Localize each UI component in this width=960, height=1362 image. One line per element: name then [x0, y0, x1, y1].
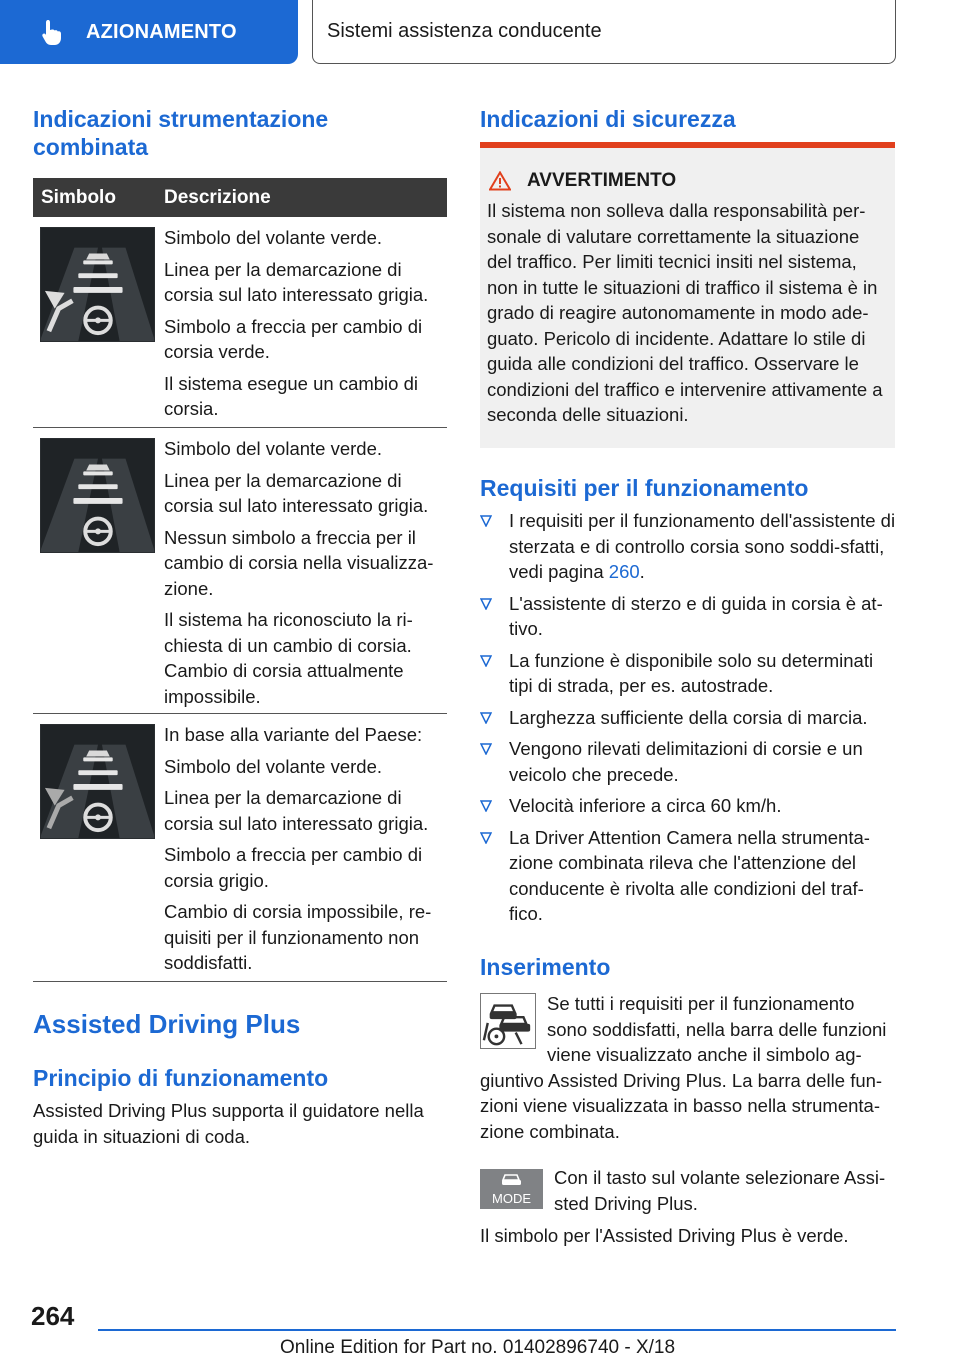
list-item: [480, 648, 896, 699]
description-line: Linea per la demarcazione di corsia sul lato interessato grigia.: [164, 787, 429, 834]
warning-box: [480, 142, 895, 448]
description-line: Simbolo del volante verde.: [164, 438, 383, 459]
table-row: [33, 428, 447, 714]
description-cell: [157, 217, 447, 427]
principle-heading: Principio di funzionamento: [33, 1065, 329, 1091]
table-row: [33, 714, 447, 982]
mode-button-icon: [480, 1169, 543, 1209]
col-description-header: Descrizione: [164, 186, 271, 208]
warning-text: Il sistema non solleva dalla responsabilità per-sonale di valutare correttamente la situazione del traffico. Per limiti tecnici insiti nel sistema, non in tutte le situazioni di traffico il sistema è in grado di reagire autonomamente in modo ade-guato. Pericolo di incidente. Adattare lo stile di guida alle condizioni del traffico. Osservare le condizioni del traffico e intervenire attivamente a seconda delle situazioni.: [487, 200, 883, 425]
assisted-driving-plus-icon: [480, 993, 536, 1049]
lane-change-arrow-grey-icon: [40, 724, 155, 839]
table-row: [33, 217, 447, 428]
lane-change-arrow-green-icon: [40, 227, 155, 342]
list-item-text: L'assistente di sterzo e di guida in corsia è at-tivo.: [509, 592, 883, 639]
col-symbol-header: Simbolo: [41, 186, 116, 208]
list-item: [480, 591, 896, 642]
list-item: [480, 705, 896, 731]
list-item-text: I requisiti per il funzionamento dell'assistente di sterzata e di controllo corsia sono soddi-sfatti, vedi pagina: [509, 510, 896, 582]
list-item: [480, 736, 896, 787]
description-line: In base alla variante del Paese:: [164, 724, 423, 745]
triangle-bullet-icon: [480, 743, 492, 755]
assisted-driving-heading: Assisted Driving Plus: [33, 1009, 301, 1039]
description-line: Simbolo a freccia per cambio di corsia verde.: [164, 315, 423, 362]
hand-pointer-icon: [40, 18, 64, 46]
activation-heading: Inserimento: [480, 954, 611, 980]
list-item: [480, 793, 896, 819]
list-item-text: Vengono rilevati delimitazioni di corsie e un veicolo che precede.: [509, 738, 863, 785]
description-line: Il sistema ha riconosciuto la ri-chiesta di un cambio di corsia. Cambio di corsia attualmente impossibile.: [164, 609, 413, 707]
description-cell: [157, 714, 447, 981]
triangle-bullet-icon: [480, 598, 492, 610]
mode-paragraph: [480, 1165, 896, 1216]
activation-paragraph: [480, 991, 896, 1144]
edition-text: Online Edition for Part no. 01402896740 - X/18: [280, 1337, 676, 1358]
table-header: [33, 178, 447, 217]
description-line: Il sistema esegue un cambio di corsia.: [164, 372, 418, 419]
triangle-bullet-icon: [480, 800, 492, 812]
symbol-cell: [33, 217, 157, 427]
warning-title-text: AVVERTIMENTO: [527, 170, 677, 191]
list-item: [480, 825, 896, 927]
activation-text: Se tutti i requisiti per il funzionamento sono soddisfatti, nella barra delle funzioni viene visualizzato anche il simbolo ag-giuntivo Assisted Driving Plus. La barra delle fun-zioni viene visualizzata in basso nella strumenta-zione combinata.: [480, 993, 887, 1142]
principle-text: Assisted Driving Plus supporta il guidatore nella guida in situazioni di coda.: [33, 1100, 424, 1147]
description-line: Nessun simbolo a freccia per il cambio di corsia nella visualizza-zione.: [164, 526, 434, 599]
description-line: Linea per la demarcazione di corsia sul lato interessato grigia.: [164, 469, 429, 516]
requirements-list: [480, 508, 896, 933]
description-line: Cambio di corsia impossibile, re-quisiti per il funzionamento non soddisfatti.: [164, 901, 432, 973]
symbol-cell: [33, 714, 157, 981]
section-tab[interactable]: [0, 0, 298, 64]
footer-divider: [98, 1329, 896, 1331]
mode-text: Con il tasto sul volante selezionare Assi-sted Driving Plus.: [554, 1167, 886, 1214]
requirements-heading: Requisiti per il funzionamento: [480, 475, 809, 501]
description-line: Simbolo del volante verde.: [164, 755, 383, 777]
safety-heading: Indicazioni di sicurezza: [480, 106, 736, 132]
description-line: Simbolo a freccia per cambio di corsia grigio.: [164, 844, 423, 891]
chapter-title: Sistemi assistenza conducente: [312, 0, 896, 64]
list-item: I requisiti per il funzionamento dell'assistente di sterzata e di controllo corsia sono soddi-sfatti, vedi pagina 260.: [480, 508, 896, 585]
triangle-bullet-icon: [480, 832, 492, 844]
list-item-text: Larghezza sufficiente della corsia di marcia.: [509, 706, 868, 728]
lane-change-no-arrow-icon: [40, 438, 155, 553]
description-cell: [157, 428, 447, 713]
final-text: Il simbolo per l'Assisted Driving Plus è verde.: [480, 1225, 849, 1246]
symbol-table: [33, 178, 447, 982]
instrument-indicators-heading: Indicazioni strumentazione combinata: [33, 106, 329, 160]
triangle-bullet-icon: [480, 655, 492, 667]
triangle-bullet-icon: [480, 515, 492, 527]
list-item-text: La Driver Attention Camera nella strumenta-zione combinata rileva che l'attenzione del conducente è rivolta alle condizioni del traf-fico.: [509, 826, 870, 924]
warning-title: [487, 170, 887, 192]
section-label: AZIONAMENTO: [86, 20, 237, 43]
mode-label: MODE: [492, 1191, 531, 1206]
description-line: Linea per la demarcazione di corsia sul lato interessato grigia.: [164, 258, 429, 305]
warning-triangle-icon: [489, 171, 511, 191]
page-number: 264: [31, 1301, 75, 1331]
triangle-bullet-icon: [480, 712, 492, 724]
symbol-cell: [33, 428, 157, 713]
page-link[interactable]: 260: [608, 561, 640, 582]
list-item-text: La funzione è disponibile solo su determinati tipi di strada, per es. autostrade.: [509, 649, 874, 696]
list-item-text: Velocità inferiore a circa 60 km/h.: [509, 795, 782, 816]
description-line: Simbolo del volante verde.: [164, 227, 383, 248]
